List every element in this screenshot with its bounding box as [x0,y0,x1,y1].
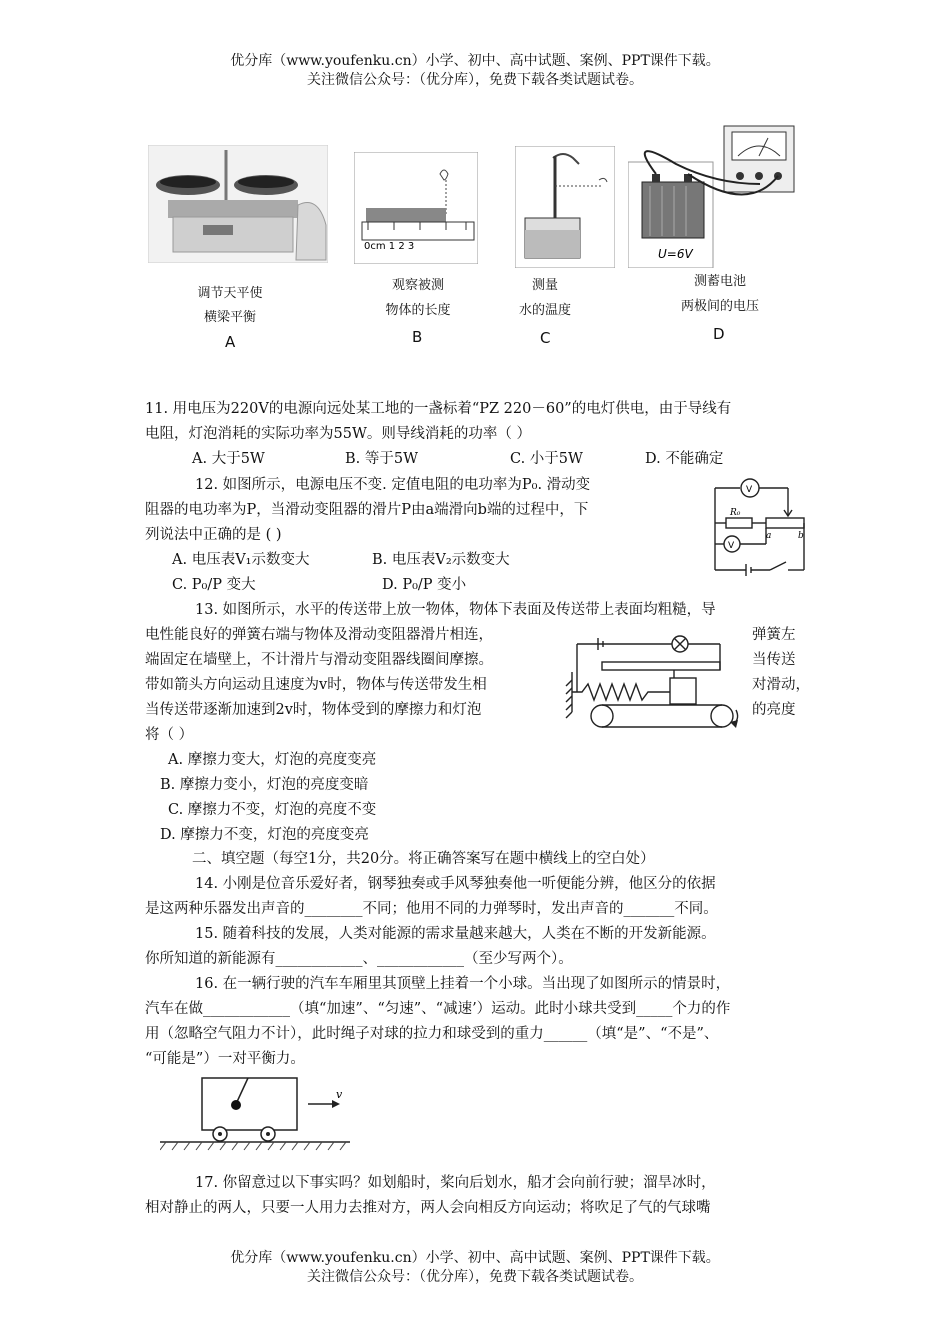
q11-line-1: 11. 用电压为220V的电源向远处某工地的一盏标着“PZ 220－60”的电灯供电，由于导线有 [145,401,732,417]
q11-option-c: C. 小于5W [510,451,583,467]
letter-c: C [540,329,551,347]
q13-option-a: A. 摩擦力变大，灯泡的亮度变亮 [168,752,377,768]
header-line-2: 关注微信公众号：（优分库），免费下载各类试题试卷。 [307,72,643,88]
q12-fig-r0: R₀ [730,508,741,518]
q13-line-4a: 带如箭头方向运动且速度为v时，物体与传送带发生相 [145,677,487,693]
q11-line-2: 电阻，灯泡消耗的实际功率为55W。则导线消耗的功率（ ） [145,426,531,442]
figure-q13-conveyor [562,632,747,732]
footer-line-2: 关注微信公众号：（优分库），免费下载各类试题试卷。 [307,1269,643,1285]
letter-b: B [412,328,423,346]
q13-line-3b: 当传送 [752,652,796,668]
q12-fig-a: a [766,531,772,541]
figure-thermometer [515,146,615,268]
q11-option-a: A. 大于5W [192,451,265,467]
q17-line-2: 相对静止的两人，只要一人用力去推对方，两人会向相反方向运动；将吹足了气的气球嘴 [145,1200,711,1216]
q12-option-b: B. 电压表V₂示数变大 [372,552,510,568]
letter-a: A [225,333,236,351]
ruler-labels: 0cm 1 2 3 [364,241,415,252]
section-2-title: 二、填空题（每空1分，共20分。将正确答案写在题中横线上的空白处） [192,851,655,867]
q17-line-1: 17. 你留意过以下事实吗？如划船时，桨向后划水，船才会向前行驶；溜旱冰时， [195,1175,716,1191]
q16-fig-v: v [336,1088,343,1101]
q14-line-1: 14. 小刚是位音乐爱好者，钢琴独奏或手风琴独奏他一听便能分辨，他区分的依据 [195,876,716,892]
q11-option-d: D. 不能确定 [645,451,724,467]
q16-line-1: 16. 在一辆行驶的汽车车厢里其顶壁上挂着一个小球。当出现了如图所示的情景时， [195,976,731,992]
q12-fig-b: b [798,531,804,541]
q11-option-b: B. 等于5W [345,451,419,467]
figure-battery-voltmeter [628,124,798,268]
q12-line-2: 阻器的电功率为P，当滑动变阻器的滑片P由a端滑向b端的过程中，下 [145,502,589,518]
q12-line-3: 列说法中正确的是 ( ) [145,527,282,543]
caption-a-1: 调节天平使 [197,286,263,301]
caption-b-2: 物体的长度 [385,303,451,318]
q13-line-6: 将（ ） [145,727,194,743]
figure-balance [148,145,328,263]
q13-line-1: 13. 如图所示，水平的传送带上放一物体，物体下表面及传送带上表面均粗糙，导 [195,602,716,618]
q13-line-4b: 对滑动， [752,677,810,693]
q13-option-b: B. 摩擦力变小，灯泡的亮度变暗 [160,777,369,793]
q14-line-2: 是这两种乐器发出声音的________不同；他用不同的力弹琴时，发出声音的_______不同。 [145,901,718,917]
q13-line-5a: 当传送带逐渐加速到2v时，物体受到的摩擦力和灯泡 [145,702,482,718]
figure-q16-cart [160,1074,350,1154]
q16-line-4: “可能是”）一对平衡力。 [145,1051,305,1067]
q15-line-2: 你所知道的新能源有____________、____________（至少写两个）。 [145,951,573,967]
svg-text:V: V [728,541,735,551]
q16-line-2: 汽车在做____________（填“加速”、“匀速”、“减速’）运动。此时小球共受到_____个力的作 [145,1001,731,1017]
caption-a-2: 横梁平衡 [203,310,256,325]
caption-d-1: 测蓄电池 [693,274,746,289]
header-line-1: 优分库（www.youfenku.cn）小学、初中、高中试题、案例、PPT课件下载。 [230,53,720,69]
figure-ruler [354,152,478,264]
q13-line-2a: 电性能良好的弹簧右端与物体及滑动变阻器滑片相连， [145,627,493,643]
q13-line-2b: 弹簧左 [752,627,796,643]
q15-line-1: 15. 随着科技的发展，人类对能源的需求量越来越大，人类在不断的开发新能源。 [195,926,716,942]
figure-q12-circuit [710,478,810,578]
q13-option-c: C. 摩擦力不变，灯泡的亮度不变 [168,802,377,818]
q16-line-3: 用（忽略空气阻力不计），此时绳子对球的拉力和球受到的重力______（填“是”、“不是”、 [145,1026,719,1042]
letter-d: D [713,325,725,343]
q13-line-5b: 的亮度 [752,702,796,718]
q13-line-3a: 端固定在墙壁上，不计滑片与滑动变阻器线圈间摩擦。 [145,652,493,668]
svg-text:V: V [746,485,753,495]
q12-line-1: 12. 如图所示，电源电压不变. 定值电阻的电功率为P₀. 滑动变 [195,477,591,493]
caption-b-1: 观察被测 [391,278,444,293]
caption-c-1: 测量 [531,278,558,293]
caption-d-2: 两极间的电压 [680,299,759,314]
q12-option-c: C. P₀/P 变大 [172,577,256,593]
footer-line-1: 优分库（www.youfenku.cn）小学、初中、高中试题、案例、PPT课件下载。 [230,1250,720,1266]
q12-option-d: D. P₀/P 变小 [382,577,467,593]
q13-option-d: D. 摩擦力不变，灯泡的亮度变亮 [160,827,369,843]
caption-c-2: 水的温度 [518,303,571,318]
battery-label: U=6V [658,247,693,261]
q12-option-a: A. 电压表V₁示数变大 [172,552,310,568]
